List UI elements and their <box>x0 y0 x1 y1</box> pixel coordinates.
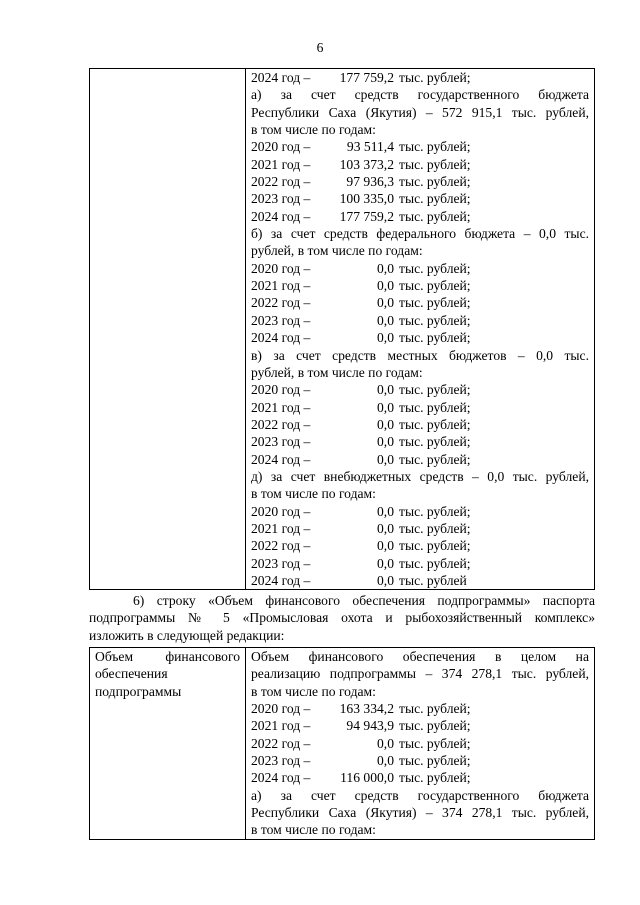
table-line <box>251 735 589 752</box>
amount-value: 163 334,2 <box>339 701 394 717</box>
year-label: 2021 год – <box>251 278 311 294</box>
table-line <box>251 503 589 520</box>
amount-value: 0,0 <box>377 416 394 432</box>
funding-table-continued <box>89 68 595 590</box>
table-line: в том числе по годам: <box>251 486 376 502</box>
amount-value: 0,0 <box>377 572 394 588</box>
table-line <box>251 555 589 572</box>
unit-label: тыс. рублей; <box>399 753 471 769</box>
unit-label: тыс. рублей; <box>399 382 471 398</box>
table-line: б) за счет средств федерального бюджета – 0,0 тыс. <box>251 226 589 242</box>
amount-value: 0,0 <box>377 295 394 311</box>
amount-value: 0,0 <box>377 434 394 450</box>
amount-value: 103 373,2 <box>339 156 394 172</box>
year-label: 2024 год – <box>251 208 311 224</box>
unit-label: тыс. рублей; <box>399 770 471 786</box>
amount-value: 0,0 <box>377 538 394 554</box>
amount-value: 0,0 <box>377 753 394 769</box>
year-label: 2022 год – <box>251 295 311 311</box>
table-line: д) за счет внебюджетных средств – 0,0 тыс. рублей, <box>251 468 589 484</box>
amount-value: 0,0 <box>377 278 394 294</box>
table-line <box>251 138 589 155</box>
table-line <box>251 451 589 468</box>
table-line <box>251 572 589 589</box>
year-label: 2020 год – <box>251 701 311 717</box>
amount-value: 0,0 <box>377 330 394 346</box>
table-line: в) за счет средств местных бюджетов – 0,0 тыс. <box>251 347 589 363</box>
table-line <box>251 156 589 173</box>
table-line <box>251 260 589 277</box>
left-cell-line: подпрограммы <box>95 683 182 699</box>
year-label: 2023 год – <box>251 312 311 328</box>
table-line <box>251 208 589 225</box>
unit-label: тыс. рублей; <box>399 701 471 717</box>
table-line <box>251 312 589 329</box>
table-line: рублей, в том числе по годам: <box>251 364 423 380</box>
amount-value: 94 943,9 <box>346 718 394 734</box>
table-line: в том числе по годам: <box>251 683 376 699</box>
paragraph-line: изложить в следующей редакции: <box>89 627 285 643</box>
amount-value: 0,0 <box>377 260 394 276</box>
table-line <box>251 416 589 433</box>
table-line: в том числе по годам: <box>251 822 376 838</box>
table-line: в том числе по годам: <box>251 122 376 138</box>
amount-value: 0,0 <box>377 312 394 328</box>
amount-value: 0,0 <box>377 555 394 571</box>
unit-label: тыс. рублей; <box>399 139 471 155</box>
amount-value: 0,0 <box>377 399 394 415</box>
table-line: Республики Саха (Якутия) – 572 915,1 тыс. рублей, <box>251 104 589 120</box>
year-label: 2023 год – <box>251 434 311 450</box>
page-number: 6 <box>316 40 324 55</box>
year-label: 2021 год – <box>251 156 311 172</box>
amount-value: 0,0 <box>377 451 394 467</box>
paragraph-line: подпрограммы № 5 «Промысловая охота и рыбохозяйственный комплекс» <box>89 610 595 626</box>
unit-label: тыс. рублей; <box>399 718 471 734</box>
unit-label: тыс. рублей; <box>399 520 471 536</box>
table-line <box>251 381 589 398</box>
table-right-cell <box>246 69 595 590</box>
year-label: 2021 год – <box>251 718 311 734</box>
unit-label: тыс. рублей; <box>399 208 471 224</box>
year-label: 2024 год – <box>251 70 311 85</box>
unit-label: тыс. рублей; <box>399 434 471 450</box>
table-line: а) за счет средств государственного бюджета <box>251 87 589 103</box>
left-cell-line: обеспечения <box>95 666 168 682</box>
table-line <box>251 433 589 450</box>
year-label: 2024 год – <box>251 572 311 588</box>
amount-value: 177 759,2 <box>339 208 394 224</box>
year-label: 2020 год – <box>251 139 311 155</box>
amount-value: 0,0 <box>377 520 394 536</box>
unit-label: тыс. рублей; <box>399 451 471 467</box>
amount-value: 97 936,3 <box>346 174 394 190</box>
funding-table-subprogram-5 <box>89 647 595 840</box>
amount-value: 116 000,0 <box>340 770 394 786</box>
year-label: 2022 год – <box>251 416 311 432</box>
table-left-cell <box>90 69 246 590</box>
year-label: 2023 год – <box>251 753 311 769</box>
paragraph-line: 6) строку «Объем финансового обеспечения подпрограммы» паспорта <box>133 593 595 608</box>
year-label: 2022 год – <box>251 735 311 751</box>
year-label: 2023 год – <box>251 191 311 207</box>
unit-label: тыс. рублей <box>399 572 467 588</box>
unit-label: тыс. рублей; <box>399 278 471 294</box>
table-line: реализацию подпрограммы – 374 278,1 тыс. рублей, <box>251 666 589 682</box>
unit-label: тыс. рублей; <box>399 191 471 207</box>
year-label: 2024 год – <box>251 451 311 467</box>
table-line <box>251 173 589 190</box>
table-line <box>251 190 589 207</box>
year-label: 2021 год – <box>251 520 311 536</box>
year-label: 2024 год – <box>251 330 311 346</box>
year-label: 2020 год – <box>251 382 311 398</box>
year-label: 2022 год – <box>251 174 311 190</box>
unit-label: тыс. рублей; <box>399 330 471 346</box>
table-line <box>251 294 589 311</box>
unit-label: тыс. рублей; <box>399 174 471 190</box>
unit-label: тыс. рублей; <box>399 260 471 276</box>
unit-label: тыс. рублей; <box>399 70 471 85</box>
amount-value: 0,0 <box>377 503 394 519</box>
amount-value: 0,0 <box>377 382 394 398</box>
unit-label: тыс. рублей; <box>399 538 471 554</box>
table-line: а) за счет средств государственного бюджета <box>251 787 589 803</box>
year-label: 2020 год – <box>251 503 311 519</box>
unit-label: тыс. рублей; <box>399 503 471 519</box>
table-line <box>251 277 589 294</box>
amount-value: 177 759,2 <box>339 70 394 85</box>
unit-label: тыс. рублей; <box>399 399 471 415</box>
table-line: рублей, в том числе по годам: <box>251 243 423 259</box>
amount-value: 93 511,4 <box>346 139 394 155</box>
unit-label: тыс. рублей; <box>399 156 471 172</box>
table-line <box>251 69 589 86</box>
amount-value: 0,0 <box>377 735 394 751</box>
year-label: 2021 год – <box>251 399 311 415</box>
table-line <box>251 752 589 769</box>
amount-value: 100 335,0 <box>339 191 394 207</box>
left-cell-line: Объем финансового <box>95 649 240 664</box>
table-line <box>251 537 589 554</box>
table-line <box>251 769 589 786</box>
unit-label: тыс. рублей; <box>399 735 471 751</box>
table-line: Объем финансового обеспечения в целом на <box>251 649 589 664</box>
year-label: 2022 год – <box>251 538 311 554</box>
table-left-cell <box>90 648 246 840</box>
unit-label: тыс. рублей; <box>399 416 471 432</box>
unit-label: тыс. рублей; <box>399 295 471 311</box>
year-label: 2020 год – <box>251 260 311 276</box>
table-line: Республики Саха (Якутия) – 374 278,1 тыс. рублей, <box>251 805 589 821</box>
table-line <box>251 399 589 416</box>
unit-label: тыс. рублей; <box>399 555 471 571</box>
table-line <box>251 520 589 537</box>
table-line <box>251 700 589 717</box>
year-label: 2024 год – <box>251 770 311 786</box>
table-right-cell <box>246 648 595 840</box>
year-label: 2023 год – <box>251 555 311 571</box>
table-line <box>251 717 589 734</box>
unit-label: тыс. рублей; <box>399 312 471 328</box>
table-line <box>251 329 589 346</box>
instruction-paragraph <box>89 592 595 644</box>
